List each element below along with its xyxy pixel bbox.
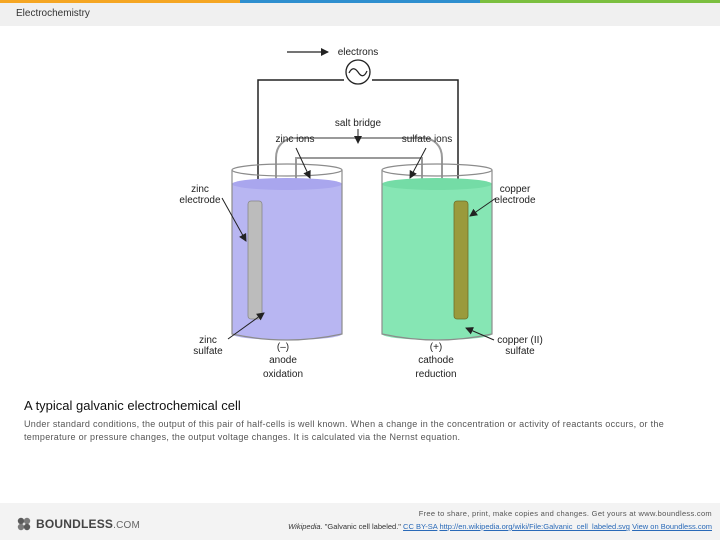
- license-link[interactable]: CC BY-SA: [403, 522, 438, 531]
- top-bar: [0, 0, 720, 26]
- accent-stripe-orange: [0, 0, 240, 3]
- copper-sulfate-solution: [382, 184, 492, 334]
- copper-sulfate-label-line2: sulfate: [505, 346, 535, 357]
- galvanic-cell-diagram: [160, 36, 560, 386]
- anode-label: anode: [269, 355, 297, 366]
- copper-electrode-label-line2: electrode: [494, 195, 536, 206]
- share-notice: Free to share, print, make copies and changes. Get yours at www.boundless.com: [418, 509, 712, 518]
- accent-stripe-green: [480, 0, 720, 3]
- zinc-sulfate-label-line1: zinc: [199, 335, 217, 346]
- anode-sign: (–): [276, 342, 290, 353]
- salt-bridge-label: salt bridge: [334, 118, 382, 129]
- copper-electrode-label-line1: copper: [499, 184, 531, 195]
- zinc-electrode-label-line2: electrode: [179, 195, 221, 206]
- caption-title: A typical galvanic electrochemical cell: [24, 398, 241, 413]
- accent-stripe-blue: [240, 0, 480, 3]
- attribution: [288, 522, 712, 531]
- copper-half-cell: [382, 164, 492, 340]
- page-title: Electrochemistry: [16, 8, 90, 19]
- source-url-link[interactable]: http://en.wikipedia.org/wiki/File:Galvanic_cell_labeled.svg: [439, 522, 630, 531]
- zinc-ions-label: zinc ions: [275, 134, 315, 145]
- zinc-electrode: [248, 201, 262, 319]
- boundless-logo[interactable]: [16, 516, 140, 532]
- reduction-label: reduction: [415, 369, 457, 380]
- cathode-label: cathode: [418, 355, 454, 366]
- cathode-sign: (+): [429, 342, 443, 353]
- boundless-logo-icon: [16, 516, 32, 532]
- zinc-electrode-label-line1: zinc: [191, 184, 209, 195]
- brand-name: BOUNDLESS.COM: [36, 517, 141, 531]
- zinc-sulfate-label-line2: sulfate: [193, 346, 223, 357]
- caption-body: Under standard conditions, the output of this pair of half-cells is well known. When a change in the concentration or activity of reactants occurs, or the temperature or pressure changes, the output voltage changes. It is calculated via the Nernst equation.: [24, 419, 665, 442]
- view-on-boundless-link[interactable]: View on Boundless.com: [632, 522, 712, 531]
- copper-sulfate-label-line1: copper (II): [497, 335, 543, 346]
- zinc-half-cell: [232, 164, 342, 340]
- electrons-label: electrons: [337, 47, 379, 58]
- attribution-source: Wikipedia.: [288, 522, 323, 531]
- oxidation-label: oxidation: [262, 369, 304, 380]
- attribution-title: "Galvanic cell labeled.": [322, 522, 404, 531]
- sulfate-ions-label: sulfate ions: [401, 134, 453, 145]
- footer: [0, 503, 720, 540]
- copper-electrode: [454, 201, 468, 319]
